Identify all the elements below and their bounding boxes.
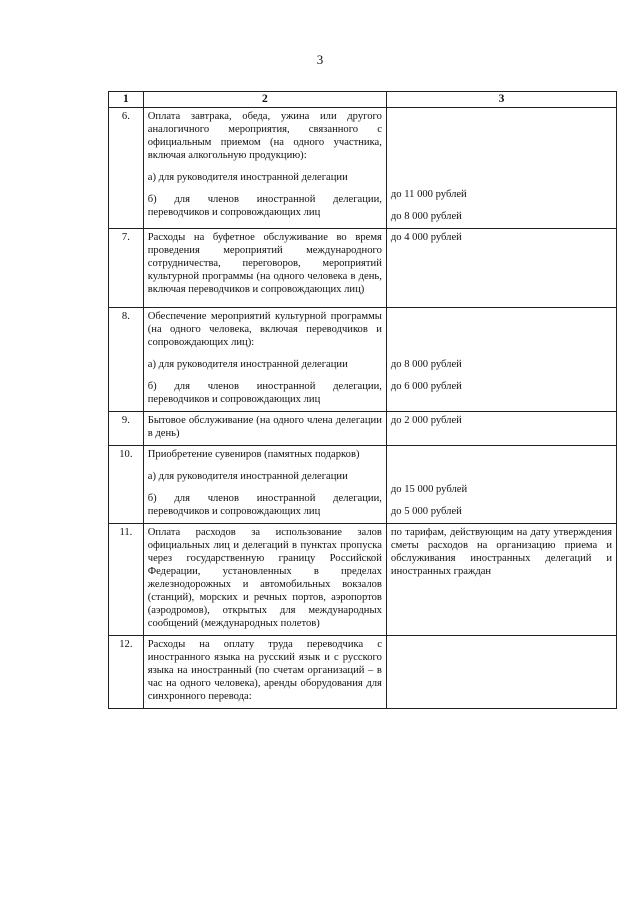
row-value: до 4 000 рублей [386, 229, 616, 308]
sub-item-b: б) для членов иностранной делегации, переводчиков и сопровождающих лиц [147, 493, 382, 517]
table-row [109, 108, 617, 229]
row-description [143, 446, 386, 524]
row-description: Расходы на оплату труда переводчика с иностранного языка на русский язык и с русского языка на иностранный (по счетам организаций – в час на одного человека), аренды оборудования для синхронного перевода: [143, 636, 386, 709]
row-number: 11. [109, 524, 144, 636]
row-number: 10. [109, 446, 144, 524]
value-b: до 6 000 рублей [390, 381, 462, 392]
row-number: 8. [109, 308, 144, 412]
value-b: до 8 000 рублей [390, 211, 462, 222]
table-row [109, 636, 617, 709]
table-row [109, 524, 617, 636]
row-description [143, 108, 386, 229]
header-col-3: 3 [386, 92, 616, 108]
row-number: 7. [109, 229, 144, 308]
value-a: до 15 000 рублей [390, 484, 468, 495]
value-b: до 5 000 рублей [390, 506, 462, 517]
item-text: Обеспечение мероприятий культурной программы (на одного человека, включая переводчиков и сопровождающих лиц): [147, 311, 382, 348]
row-value [386, 636, 616, 709]
table-header-row [109, 92, 617, 108]
expense-norms-table [108, 91, 617, 709]
row-description [143, 229, 386, 308]
page-number: 3 [316, 52, 324, 67]
sub-item-b: б) для членов иностранной делегации, переводчиков и сопровождающих лиц [147, 194, 382, 218]
row-description: Оплата расходов за использование залов официальных лиц и делегаций в пунктах пропуска через государственную границу Российской Федерации, установленных в пределах железнодорожных и автомобильных вокзалов (станций), морских и речных портов, аэропортов (аэродромов), открытых для международных сообщений (международных полетов) [143, 524, 386, 636]
row-value: по тарифам, действующим на дату утверждения сметы расходов на организацию приема и обслуживания иностранных делегаций и иностранных граждан [386, 524, 616, 636]
sub-item-a: а) для руководителя иностранной делегации [147, 172, 348, 183]
row-value [386, 308, 616, 412]
header-col-2: 2 [143, 92, 386, 108]
row-value: до 2 000 рублей [386, 412, 616, 446]
row-number: 9. [109, 412, 144, 446]
row-description: Бытовое обслуживание (на одного члена делегации в день) [143, 412, 386, 446]
item-text: Расходы на буфетное обслуживание во время проведения мероприятий международного сотрудничества, переговоров, мероприятий культурной программы (на одного человека в день, включая переводчиков и сопровождающих лиц) [147, 232, 382, 295]
item-text: Приобретение сувениров (памятных подарков) [147, 449, 360, 460]
row-value [386, 446, 616, 524]
header-col-1: 1 [109, 92, 144, 108]
row-value [386, 108, 616, 229]
row-number: 12. [109, 636, 144, 709]
value-a: до 11 000 рублей [390, 189, 467, 200]
row-description [143, 308, 386, 412]
sub-item-a: а) для руководителя иностранной делегации [147, 359, 348, 370]
row-number: 6. [109, 108, 144, 229]
item-text: Оплата завтрака, обеда, ужина или другого аналогичного мероприятия, связанного с официальным приемом (на одного участника, включая алкогольную продукцию): [147, 111, 382, 161]
sub-item-b: б) для членов иностранной делегации, переводчиков и сопровождающих лиц [147, 381, 382, 405]
table-row [109, 229, 617, 308]
sub-item-a: а) для руководителя иностранной делегации [147, 471, 348, 482]
table-row [109, 308, 617, 412]
value-a: до 8 000 рублей [390, 359, 462, 370]
table-row [109, 446, 617, 524]
table-row [109, 412, 617, 446]
